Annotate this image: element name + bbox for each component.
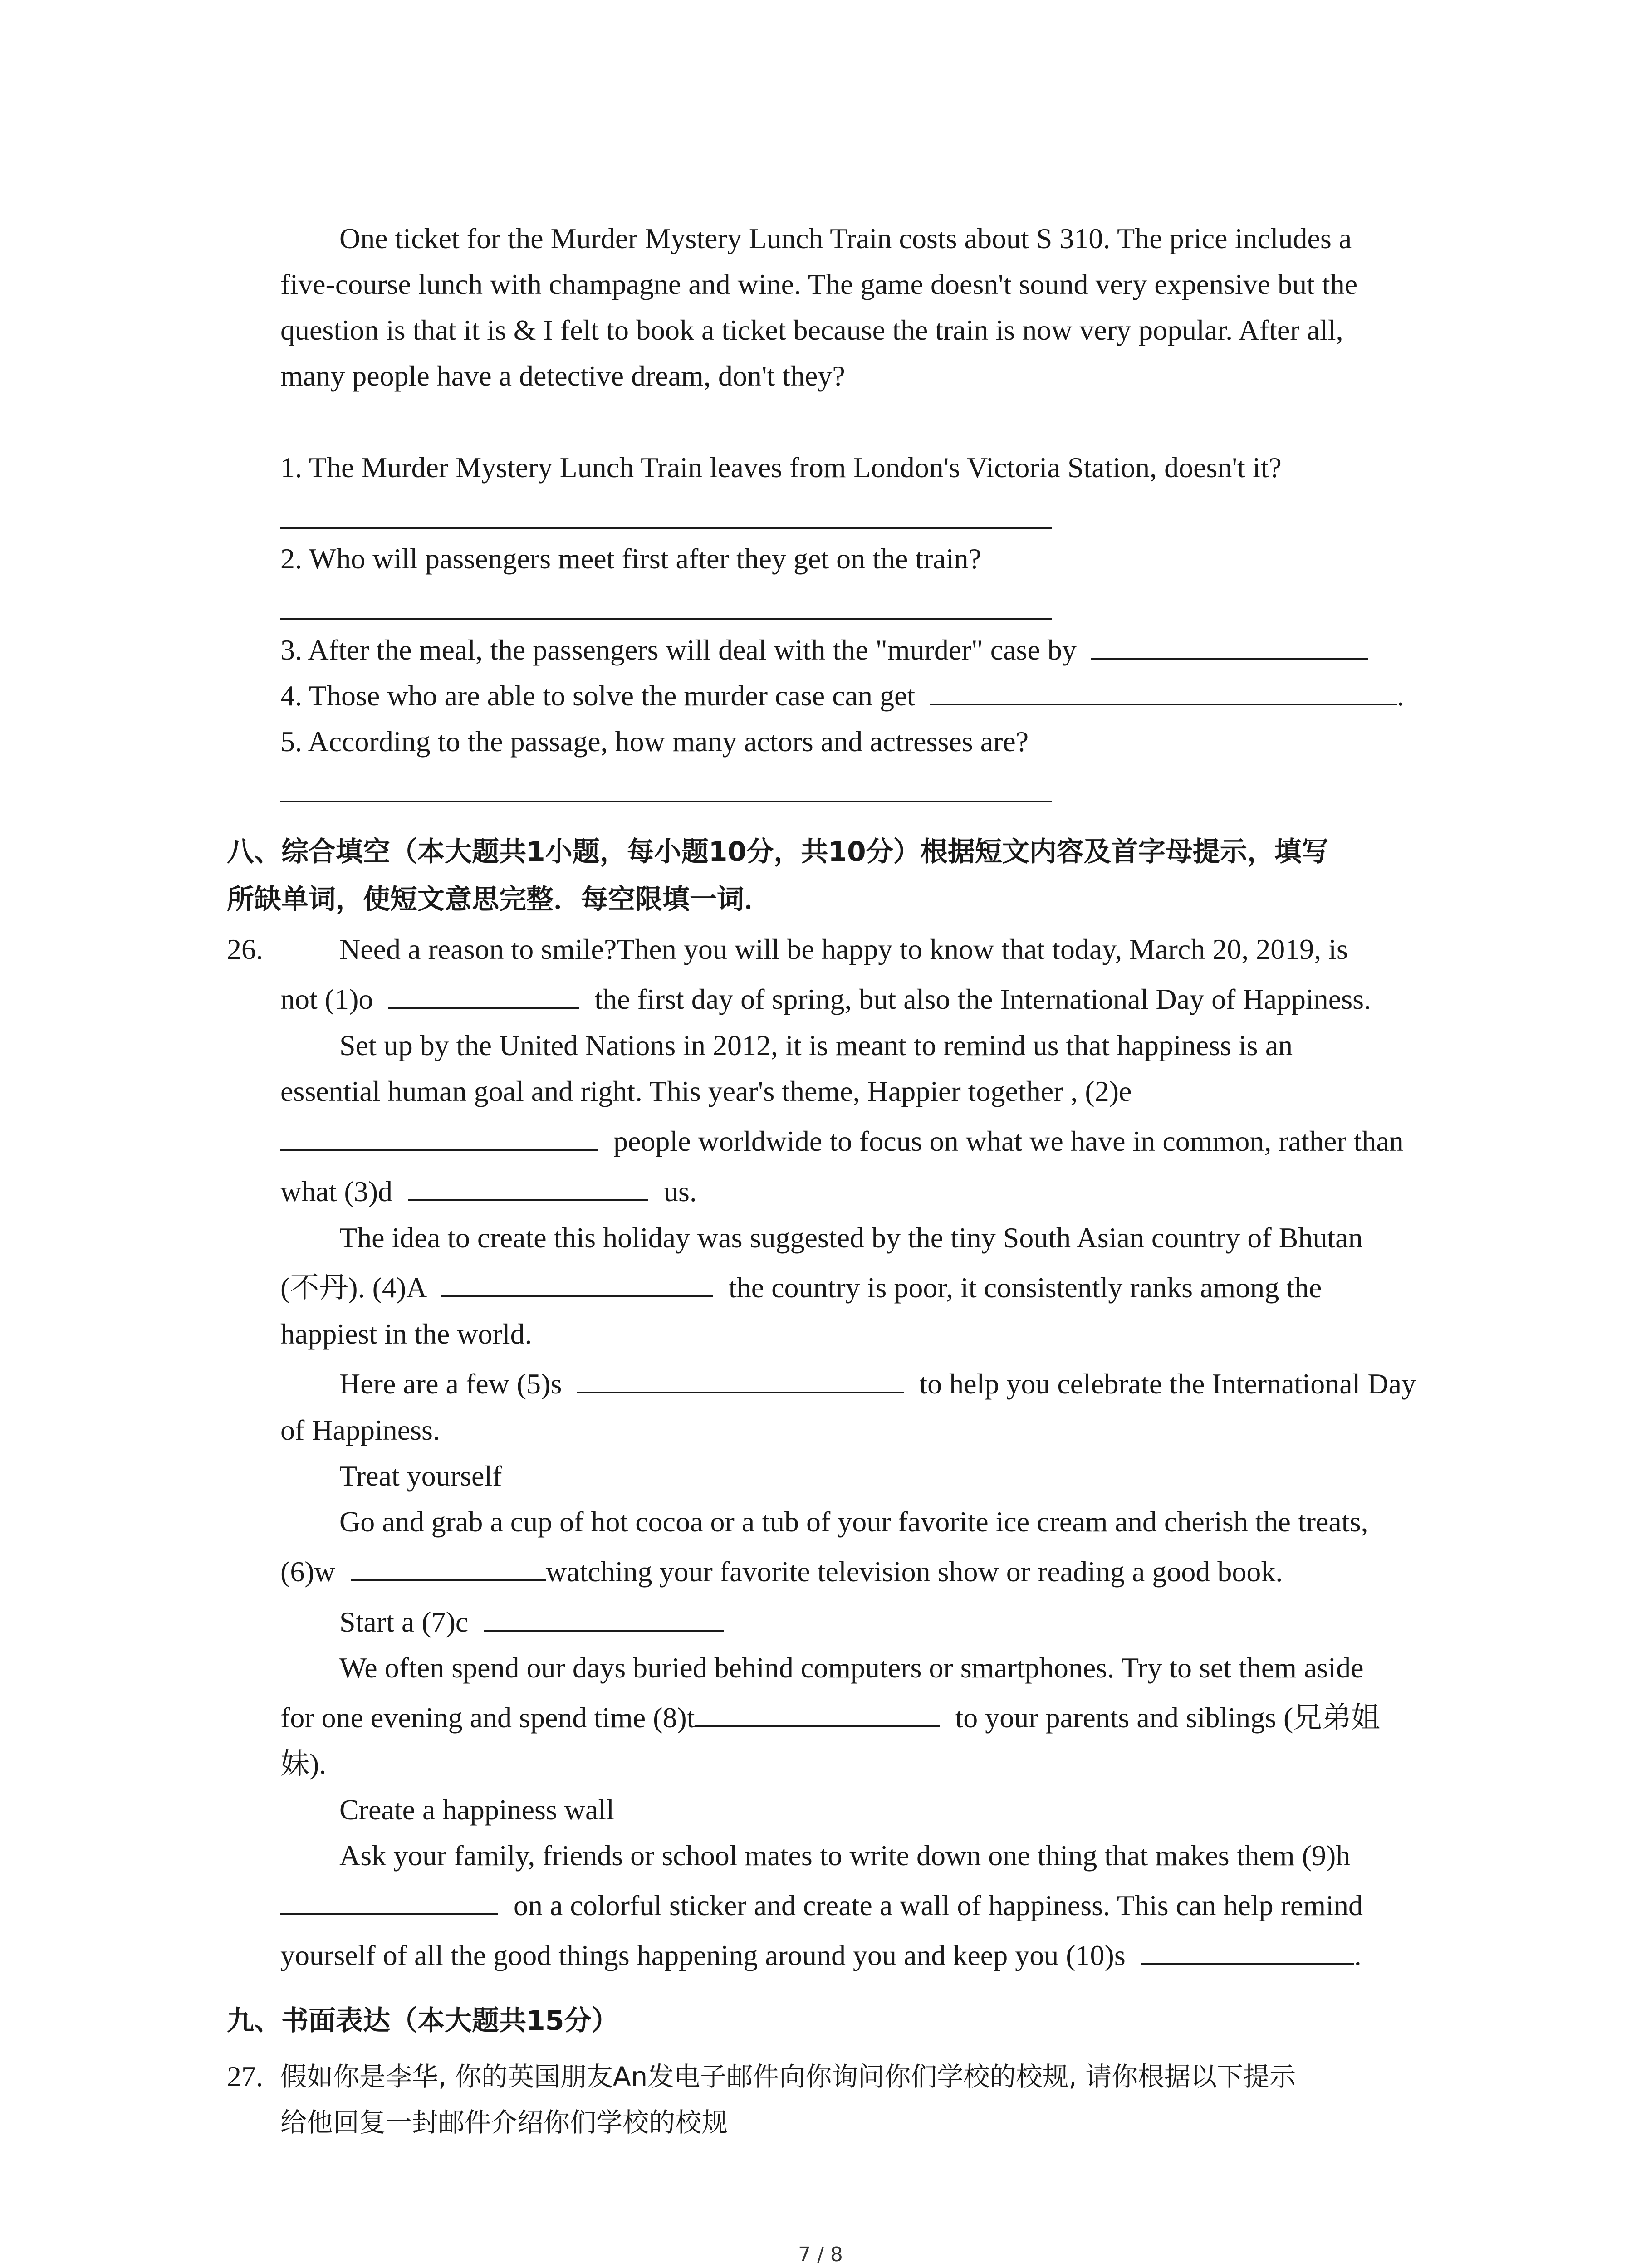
- cloze-blank-4[interactable]: [441, 1269, 713, 1297]
- cloze-line: Go and grab a cup of hot cocoa or a tub of your favorite ice cream and cherish the treats,: [339, 1505, 1368, 1538]
- cloze-text: to help you celebrate the International Day: [919, 1368, 1416, 1400]
- question-2: 2. Who will passengers meet first after they get on the train?: [280, 543, 981, 575]
- cloze-blank-7[interactable]: [484, 1603, 724, 1632]
- cloze-text: what (3)d: [280, 1175, 393, 1207]
- question-number-26: 26.: [227, 933, 263, 965]
- cloze-line: essential human goal and right. This year's theme, Happier together , (2)e: [280, 1075, 1132, 1107]
- cloze-line: [280, 1886, 1363, 1925]
- cloze-text: for one evening and spend time (8)t: [280, 1701, 695, 1734]
- page-number: 7 / 8: [798, 2243, 843, 2266]
- passage-line: question is that it is & I felt to book a ticket because the train is now very popular. After all,: [280, 314, 1343, 346]
- answer-blank-4[interactable]: [930, 677, 1397, 705]
- question-3-text: 3. After the meal, the passengers will deal with the "murder" case by: [280, 634, 1077, 666]
- cloze-text: yourself of all the good things happening around you and keep you (10)s: [280, 1939, 1126, 1971]
- cloze-text: Start a (7)c: [339, 1606, 469, 1638]
- cloze-text: to your parents and siblings (兄弟姐: [955, 1701, 1381, 1734]
- passage-line: many people have a detective dream, don't they?: [280, 360, 845, 392]
- cloze-text: .: [1354, 1939, 1362, 1971]
- passage-line: One ticket for the Murder Mystery Lunch Train costs about S 310. The price includes a: [339, 222, 1352, 254]
- cloze-line: [280, 1698, 1380, 1737]
- cloze-line: [280, 1122, 1404, 1161]
- question-3: [280, 631, 1368, 670]
- cloze-text: us.: [664, 1175, 697, 1207]
- section-8-title-cont: 所缺单词，使短文意思完整．每空限填一词．: [227, 884, 771, 915]
- cloze-text: (6)w: [280, 1555, 335, 1588]
- question-4-period: .: [1397, 679, 1405, 712]
- cloze-text: the first day of spring, but also the International Day of Happiness.: [594, 983, 1371, 1015]
- answer-line-5[interactable]: [280, 801, 1052, 802]
- cloze-text: not (1)o: [280, 983, 373, 1015]
- cloze-line: Ask your family, friends or school mates to write down one thing that makes them (9)h: [339, 1839, 1351, 1872]
- cloze-subheading: Treat yourself: [339, 1460, 502, 1492]
- cloze-line: happiest in the world.: [280, 1318, 532, 1350]
- cloze-line: Set up by the United Nations in 2012, it is meant to remind us that happiness is an: [339, 1029, 1293, 1061]
- cloze-text: the country is poor, it consistently ranks among the: [728, 1271, 1322, 1304]
- question-5: 5. According to the passage, how many actors and actresses are?: [280, 725, 1029, 758]
- cloze-line: [280, 1268, 1322, 1307]
- cloze-line: of Happiness.: [280, 1414, 440, 1446]
- cloze-text: watching your favorite television show or reading a good book.: [545, 1555, 1283, 1588]
- cloze-text: people worldwide to focus on what we have in common, rather than: [613, 1125, 1404, 1157]
- cloze-line: [280, 1936, 1362, 1975]
- writing-prompt-line: 给他回复一封邮件介绍你们学校的校规: [280, 2107, 728, 2138]
- cloze-blank-9[interactable]: [280, 1887, 498, 1915]
- cloze-line: [280, 1172, 697, 1211]
- cloze-line: We often spend our days buried behind computers or smartphones. Try to set them aside: [339, 1652, 1364, 1684]
- cloze-text: (不丹). (4)A: [280, 1271, 426, 1304]
- cloze-blank-3[interactable]: [408, 1173, 648, 1201]
- cloze-line: The idea to create this holiday was suggested by the tiny South Asian country of Bhutan: [339, 1222, 1363, 1254]
- question-4-text: 4. Those who are able to solve the murder case can get: [280, 679, 916, 712]
- cloze-line: 妹).: [280, 1748, 327, 1780]
- cloze-subheading: Create a happiness wall: [339, 1794, 614, 1826]
- answer-blank-3[interactable]: [1091, 631, 1368, 660]
- cloze-subheading: [339, 1603, 724, 1642]
- cloze-line: [339, 1364, 1416, 1403]
- cloze-blank-1[interactable]: [388, 981, 579, 1009]
- cloze-line: [280, 1552, 1283, 1591]
- cloze-text: on a colorful sticker and create a wall of happiness. This can help remind: [514, 1889, 1363, 1921]
- section-9-title: 九、书面表达（本大题共15分）: [227, 2005, 619, 2037]
- cloze-line: Need a reason to smile?Then you will be happy to know that today, March 20, 2019, is: [339, 933, 1348, 965]
- writing-prompt-line: 假如你是李华, 你的英国朋友An发电子邮件向你询问你们学校的校规, 请你根据以下提示: [280, 2061, 1296, 2092]
- passage-line: five-course lunch with champagne and wine. The game doesn't sound very expensive but the: [280, 268, 1358, 300]
- answer-line-2[interactable]: [280, 618, 1052, 620]
- cloze-blank-10[interactable]: [1141, 1937, 1354, 1965]
- cloze-blank-8[interactable]: [695, 1699, 940, 1727]
- answer-line-1[interactable]: [280, 527, 1052, 529]
- question-1: 1. The Murder Mystery Lunch Train leaves from London's Victoria Station, doesn't it?: [280, 451, 1282, 484]
- cloze-blank-2[interactable]: [280, 1123, 598, 1151]
- question-4: [280, 676, 1404, 715]
- cloze-blank-5[interactable]: [577, 1365, 904, 1393]
- cloze-text: Here are a few (5)s: [339, 1368, 562, 1400]
- cloze-line: [280, 980, 1371, 1019]
- question-number-27: 27.: [227, 2060, 263, 2092]
- cloze-blank-6[interactable]: [351, 1553, 546, 1581]
- section-8-title: 八、综合填空（本大题共1小题，每小题10分，共10分）根据短文内容及首字母提示，填写: [227, 836, 1329, 868]
